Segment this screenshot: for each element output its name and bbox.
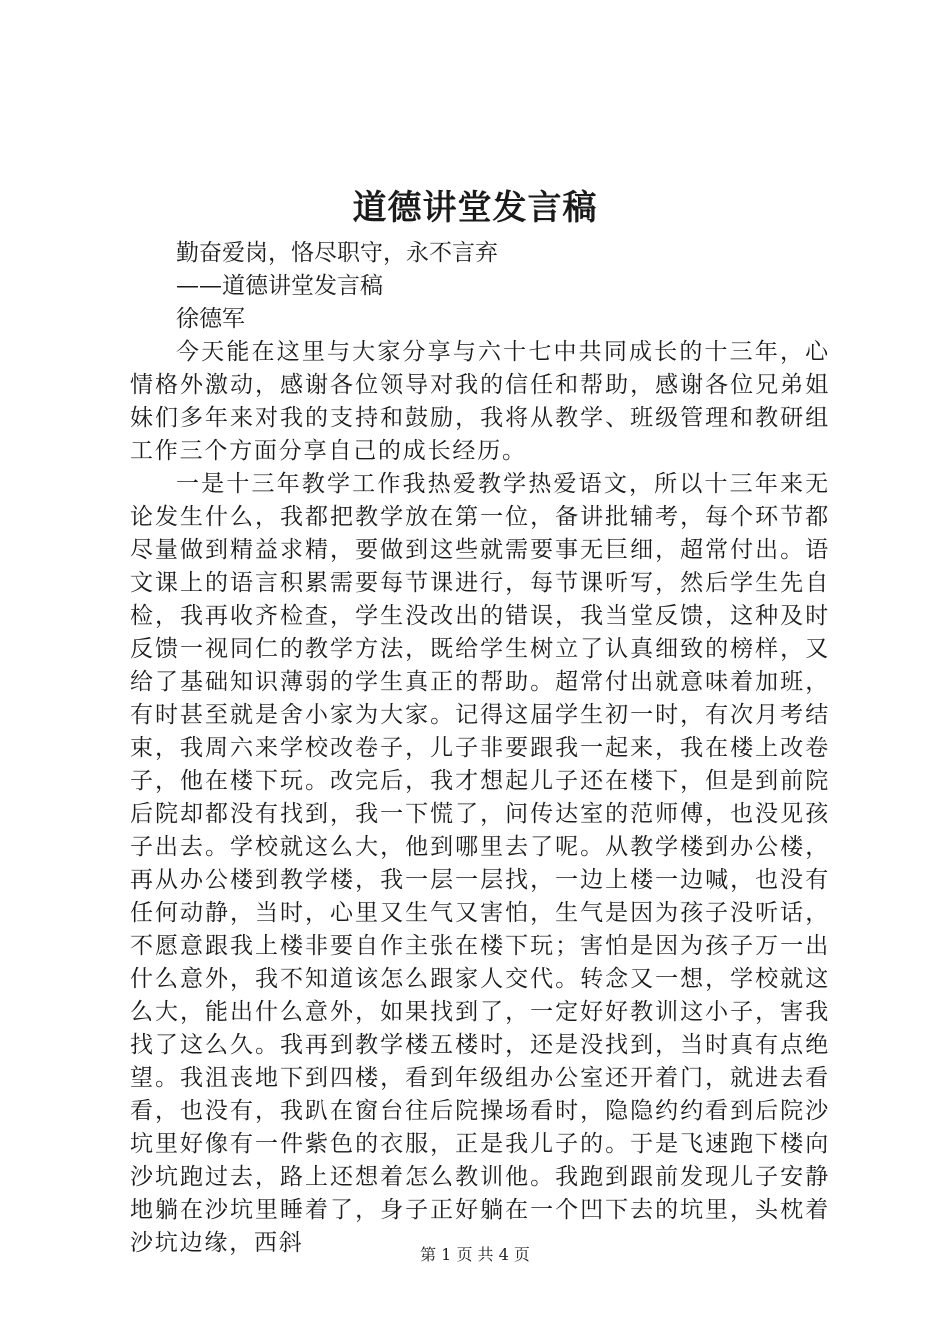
page-footer: 第 1 页 共 4 页 [420,1245,530,1264]
paragraph-intro: 今天能在这里与大家分享与六十七中共同成长的十三年，心情格外激动，感谢各位领导对我的信任和帮助，感谢各位兄弟姐妹们多年来对我的支持和鼓励，我将从教学、班级管理和教研组工作三个方面分享自己的成长经历。 [130,339,830,464]
document-title: 道德讲堂发言稿 [352,188,598,228]
paragraph-teaching: 一是十三年教学工作我热爱教学热爱语文，所以十三年来无论发生什么，我都把教学放在第一位，备讲批辅考，每个环节都尽量做到精益求精，要做到这些就需要事无巨细，超常付出。语文课上的语言积累需要每节课进行，每节课听写，然后学生先自检，我再收齐检查，学生没改出的错误，我当堂反馈，这种及时反馈一视同仁的教学方法，既给学生树立了认真细致的榜样，又给了基础知识薄弱的学生真正的帮助。超常付出就意味着加班，有时甚至就是舍小家为大家。记得这届学生初一时，有次月考结束，我周六来学校改卷子，儿子非要跟我一起来，我在楼上改卷子，他在楼下玩。改完后，我才想起儿子还在楼下，但是到前院后院却都没有找到，我一下慌了，问传达室的范师傅，也没见孩子出去。学校就这么大，他到哪里去了呢。从教学楼到办公楼，再从办公楼到教学楼，我一层一层找，一边上楼一边喊，也没有任何动静，当时，心里又生气又害怕，生气是因为孩子没听话，不愿意跟我上楼非要自作主张在楼下玩；害怕是因为孩子万一出什么意外，我不知道该怎么跟家人交代。转念又一想，学校就这么大，能出什么意外，如果找到了，一定好好教训这小子，害我找了这么久。我再到教学楼五楼时，还是没找到，当时真有点绝望。我沮丧地下到四楼，看到年级组办公室还开着门，就进去看看，也没有，我趴在窗台往后院操场看时，隐隐约约看到后院沙坑里好像有一件紫色的衣服，正是我儿子的。于是飞速跑下楼向沙坑跑过去，路上还想着怎么教训他。我跑到跟前发现儿子安静地躺在沙坑里睡着了，身子正好躺在一个凹下去的坑里，头枕着沙坑边缘，西斜 [130,471,830,1256]
document-body [130,237,830,1260]
subtitle-line-2: ——道德讲堂发言稿 [176,273,383,299]
subtitle-line-1: 勤奋爱岗，恪尽职守，永不言弃 [176,240,498,266]
author-name: 徐德军 [176,306,245,332]
